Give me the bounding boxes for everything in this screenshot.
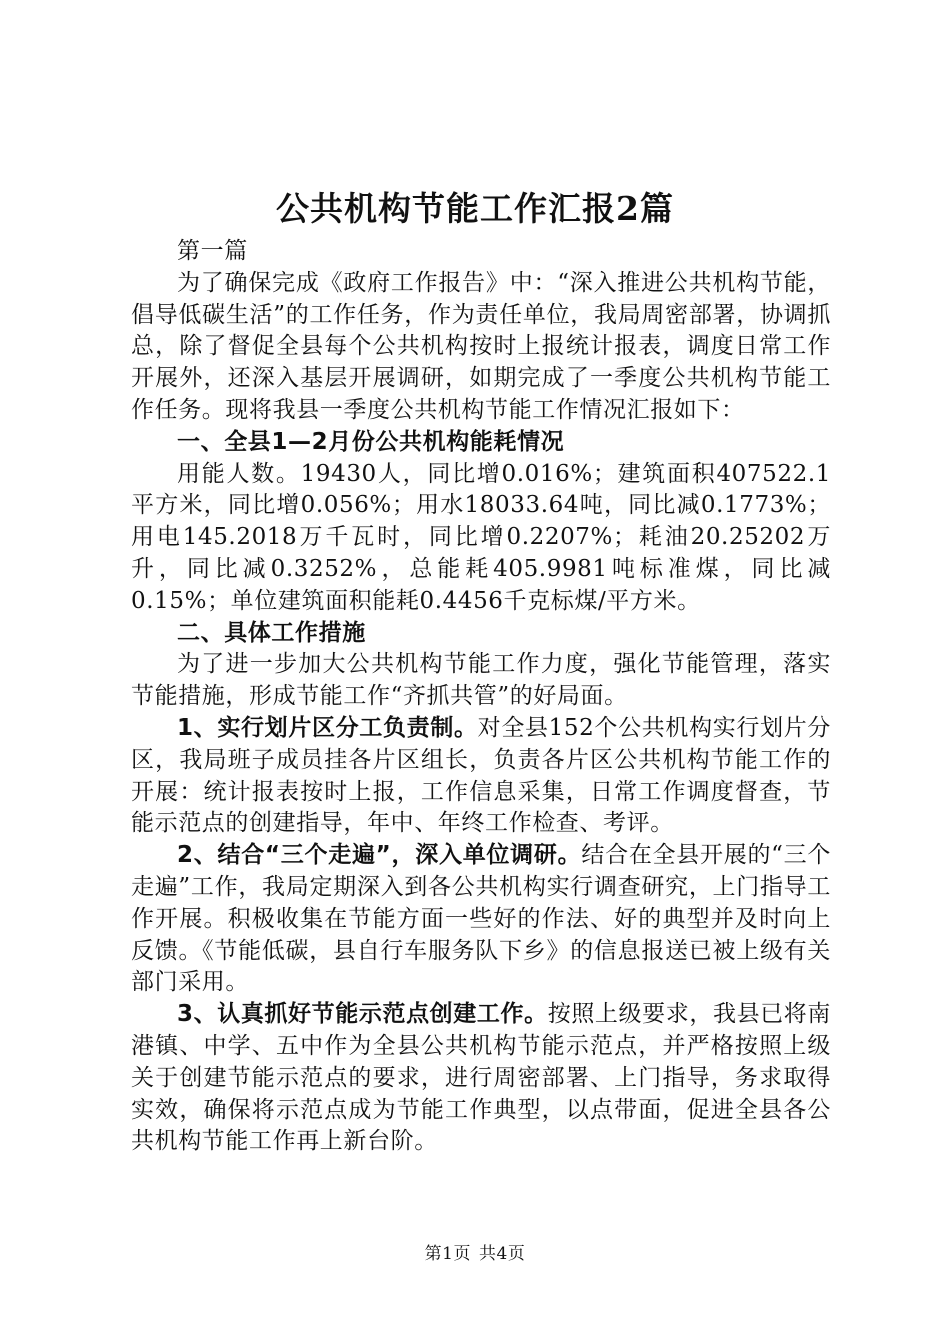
- measure-item-1-text: 对全县152个公共机构实行划片分区，我局班子成员挂各片区组长，负责各片区公共机构节能工作的开展：统计报表按时上报，工作信息采集，日常工作调度督查，节能示范点的创建指导，年中、年终工作检查、考评。: [131, 714, 831, 837]
- measures-intro-paragraph: 为了进一步加大公共机构节能工作力度，强化节能管理，落实节能措施，形成节能工作“齐抓共管”的好局面。: [131, 651, 831, 710]
- measure-item-3-lead: 3、认真抓好节能示范点创建工作。: [177, 1001, 548, 1028]
- energy-stats-paragraph: 用能人数。19430人，同比增0.016%；建筑面积407522.1平方米，同比增0.056%；用水18033.64吨，同比减0.1773%；用电145.2018万千瓦时，同比增0.2207%；耗油20.25202万升，同比减0.3252%，总能耗405.9981吨标准煤，同比减0.15%；单位建筑面积能耗0.4456千克标煤/平方米。: [131, 460, 831, 614]
- section-heading-2: 二、具体工作措施: [177, 619, 366, 646]
- document-title: 公共机构节能工作汇报2篇: [276, 189, 674, 228]
- measure-item-1-lead: 1、实行划片区分工负责制。: [177, 714, 478, 741]
- measure-item-1: [131, 713, 831, 840]
- page-number: 第1页: [424, 1244, 471, 1264]
- page-total: 共4页: [479, 1244, 526, 1264]
- measure-item-2-text: 结合在全县开展的“三个走遍”工作，我局定期深入到各公共机构实行调查研究，上门指导工作开展。积极收集在节能方面一些好的作法、好的典型并及时向上反馈。《节能低碳，县自行车服务队下乡》的信息报送已被上级有关部门采用。: [131, 842, 832, 996]
- intro-paragraph: 为了确保完成《政府工作报告》中：“深入推进公共机构节能，倡导低碳生活”的工作任务，作为责任单位，我局周密部署，协调抓总，除了督促全县每个公共机构按时上报统计报表，调度日常工作开展外，还深入基层开展调研，如期完成了一季度公共机构节能工作任务。现将我县一季度公共机构节能工作情况汇报如下：: [131, 269, 831, 423]
- section-label: 第一篇: [177, 238, 248, 264]
- measure-item-2: [131, 840, 831, 999]
- document-body: [131, 236, 831, 1158]
- measure-item-2-lead: 2、结合“三个走遍”，深入单位调研。: [177, 842, 582, 869]
- measure-item-3: [131, 999, 831, 1158]
- measure-item-3-text: 按照上级要求，我县已将南港镇、中学、五中作为全县公共机构节能示范点，并严格按照上级关于创建节能示范点的要求，进行周密部署、上门指导，务求取得实效，确保将示范点成为节能工作典型，以点带面，促进全县各公共机构节能工作再上新台阶。: [131, 1001, 831, 1155]
- page-footer: [0, 1242, 950, 1266]
- section-heading-1: 一、全县1—2月份公共机构能耗情况: [177, 428, 565, 455]
